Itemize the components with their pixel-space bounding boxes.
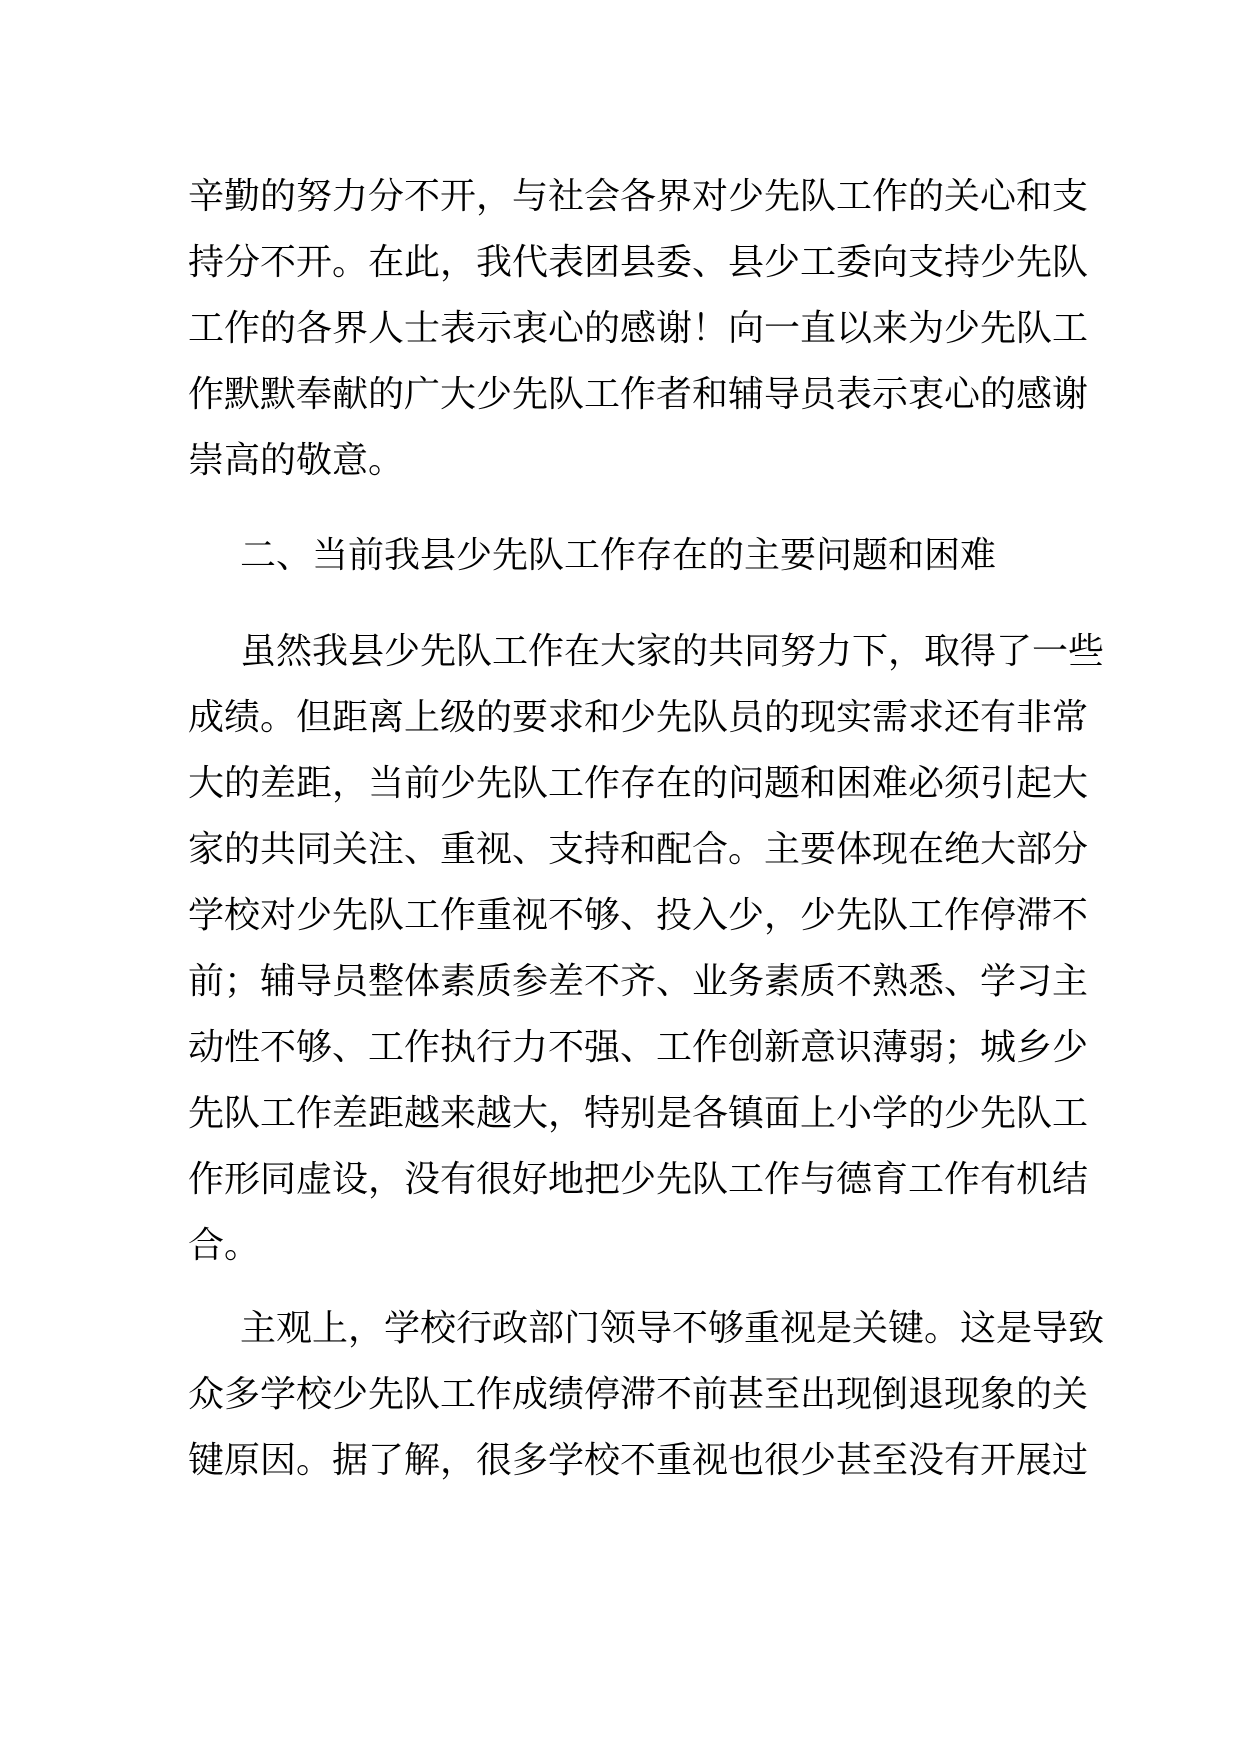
text-line: 虽然我县少先队工作在大家的共同努力下，取得了一些 — [240, 631, 1105, 672]
text-line: 先队工作差距越来越大，特别是各镇面上小学的少先队工 — [188, 1093, 1089, 1134]
section-heading — [188, 523, 1058, 589]
paragraph-gratitude — [188, 164, 1089, 494]
text-line: 成绩。但距离上级的要求和少先队员的现实需求还有非常 — [188, 697, 1089, 738]
heading-line: 二、当前我县少先队工作存在的主要问题和困难 — [240, 535, 997, 576]
text-line: 辛勤的努力分不开，与社会各界对少先队工作的关心和支 — [188, 176, 1089, 217]
text-line: 作默默奉献的广大少先队工作者和辅导员表示衷心的感谢 — [188, 374, 1089, 415]
text-line: 家的共同关注、重视、支持和配合。主要体现在绝大部分 — [188, 829, 1089, 870]
text-line: 学校对少先队工作重视不够、投入少，少先队工作停滞不 — [188, 895, 1089, 936]
text-line: 主观上，学校行政部门领导不够重视是关键。这是导致 — [240, 1308, 1105, 1349]
paragraph-subjective-cause — [188, 1296, 1105, 1494]
text-line: 键原因。据了解，很多学校不重视也很少甚至没有开展过 — [188, 1440, 1089, 1481]
text-line: 持分不开。在此，我代表团县委、县少工委向支持少先队 — [188, 242, 1089, 283]
text-line: 前；辅导员整体素质参差不齐、业务素质不熟悉、学习主 — [188, 961, 1089, 1002]
text-line: 作形同虚设，没有很好地把少先队工作与德育工作有机结 — [188, 1159, 1089, 1200]
text-line: 崇高的敬意。 — [188, 440, 405, 481]
text-line: 大的差距，当前少先队工作存在的问题和困难必须引起大 — [188, 763, 1089, 804]
text-line: 工作的各界人士表示衷心的感谢！向一直以来为少先队工 — [188, 308, 1089, 349]
text-line: 合。 — [188, 1225, 261, 1266]
paragraph-problems — [188, 619, 1105, 1279]
text-line: 动性不够、工作执行力不强、工作创新意识薄弱；城乡少 — [188, 1027, 1089, 1068]
text-line: 众多学校少先队工作成绩停滞不前甚至出现倒退现象的关 — [188, 1374, 1089, 1415]
